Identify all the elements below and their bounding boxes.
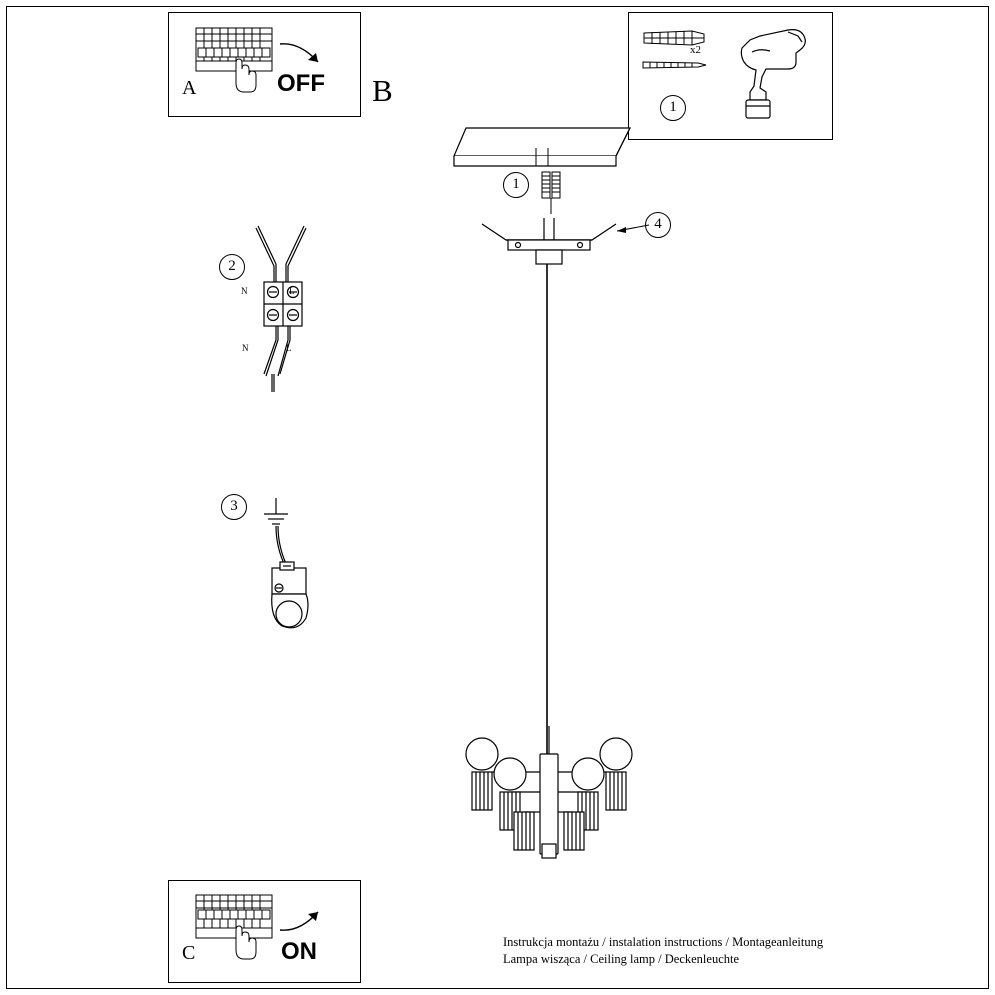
screw-icon bbox=[640, 58, 712, 72]
panel-a-off-label: OFF bbox=[277, 70, 325, 97]
canopy-leader-line bbox=[615, 220, 651, 234]
on-arrow-icon bbox=[278, 904, 326, 936]
wall-plug-icon bbox=[640, 28, 712, 48]
panel-c-on-label: ON bbox=[281, 938, 317, 965]
suspension-cable bbox=[543, 264, 551, 754]
terminal-block-icon bbox=[246, 224, 320, 394]
terminal-label-top-right: L bbox=[289, 286, 295, 296]
breaker-on-icon bbox=[192, 889, 288, 961]
pendant-lamp-fixture bbox=[436, 726, 666, 866]
terminal-label-bottom-left: N bbox=[242, 343, 249, 353]
ceiling-surface bbox=[452, 126, 632, 174]
callout-canopy-4: 4 bbox=[645, 212, 671, 238]
terminal-label-top-left: N bbox=[241, 286, 248, 296]
power-drill-icon bbox=[736, 22, 822, 126]
callout-step-2: 2 bbox=[219, 254, 245, 280]
panel-b-letter: B bbox=[372, 73, 393, 108]
callout-tools-1: 1 bbox=[660, 95, 686, 121]
ground-terminal-icon bbox=[252, 486, 322, 656]
callout-ceiling-mount-1: 1 bbox=[503, 172, 529, 198]
terminal-label-bottom-right: L bbox=[286, 343, 292, 353]
tools-quantity-label: x2 bbox=[690, 44, 701, 56]
callout-step-3: 3 bbox=[221, 494, 247, 520]
off-arrow-icon bbox=[278, 40, 326, 72]
ceiling-screws-icon bbox=[536, 170, 566, 216]
canopy-bracket bbox=[478, 214, 620, 270]
breaker-off-icon bbox=[192, 22, 288, 94]
panel-c-letter: C bbox=[182, 942, 196, 964]
footer-line-2: Lampa wisząca / Ceiling lamp / Deckenleuchte bbox=[503, 952, 740, 966]
panel-a-letter: A bbox=[182, 77, 197, 99]
footer-line-1: Instrukcja montażu / instalation instructions / Montageanleitung bbox=[503, 935, 824, 949]
